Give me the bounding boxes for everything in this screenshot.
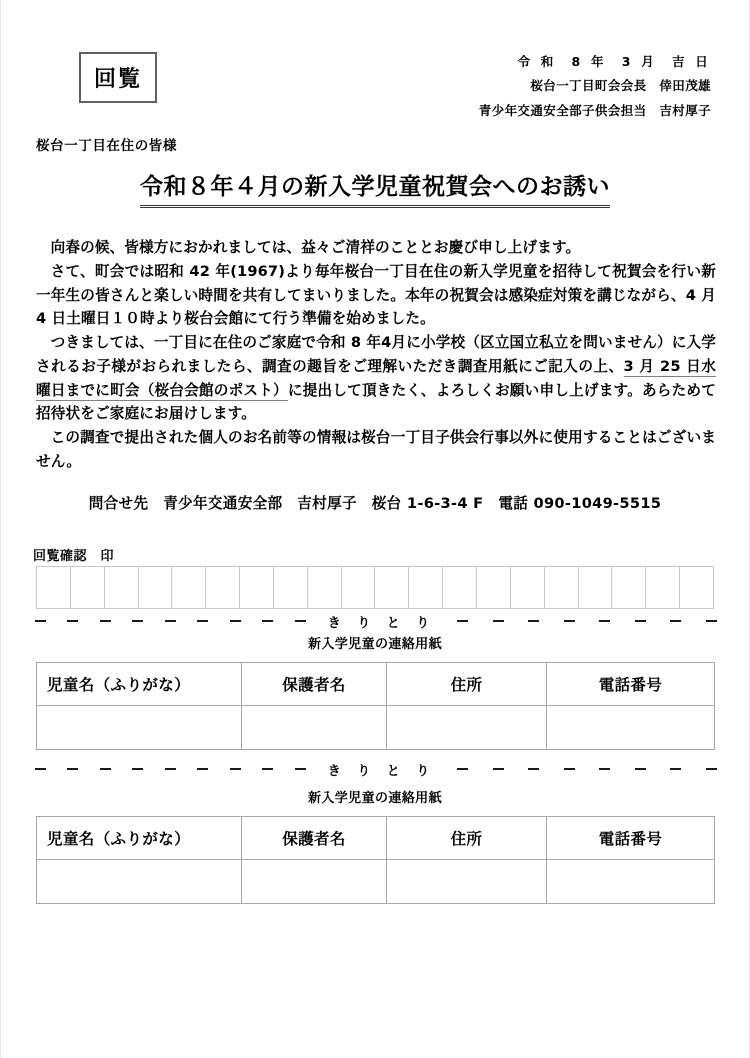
table-row[interactable] bbox=[37, 706, 715, 750]
contact-line: 問合せ先 青少年交通安全部 吉村厚子 桜台 1-6-3-4 F 電話 090-1049-5515 bbox=[88, 495, 662, 512]
cut-dash bbox=[295, 768, 306, 771]
confirmation-cell[interactable] bbox=[680, 567, 713, 608]
header-issuer-block bbox=[479, 50, 711, 123]
cut-dash bbox=[230, 620, 241, 623]
cut-dash bbox=[197, 620, 208, 623]
cut-line-label: き り と り bbox=[327, 763, 436, 779]
cell-address[interactable] bbox=[387, 706, 547, 750]
cut-dash bbox=[100, 620, 111, 623]
entry-table-second[interactable] bbox=[36, 816, 715, 904]
cell-child-name[interactable] bbox=[37, 706, 242, 750]
table-row[interactable] bbox=[37, 860, 715, 904]
confirmation-cell[interactable] bbox=[37, 567, 71, 608]
header-guardian-name: 保護者名 bbox=[242, 817, 387, 860]
cut-dash bbox=[132, 768, 143, 771]
paragraph-request-deadline: 3 月 25 日水曜日までに町会（桜台会館のポスト） bbox=[36, 357, 716, 399]
confirmation-cell[interactable] bbox=[612, 567, 646, 608]
header-phone: 電話番号 bbox=[547, 817, 715, 860]
confirmation-cell[interactable] bbox=[342, 567, 376, 608]
header-department-line: 青少年交通安全部子供会担当 吉村厚子 bbox=[478, 102, 711, 118]
cell-guardian-name[interactable] bbox=[242, 706, 387, 750]
cell-phone[interactable] bbox=[547, 706, 715, 750]
entry-table-first[interactable] bbox=[36, 662, 715, 750]
entry-table-body bbox=[37, 860, 715, 904]
confirmation-cell[interactable] bbox=[172, 567, 206, 608]
body-text bbox=[36, 236, 716, 474]
cut-dash bbox=[100, 768, 111, 771]
paragraph-request bbox=[36, 331, 716, 426]
sheet-caption-second: 新入学児童の連絡用紙 bbox=[307, 791, 442, 806]
cut-dash bbox=[35, 768, 46, 771]
header-phone: 電話番号 bbox=[547, 663, 715, 706]
cut-dash bbox=[67, 620, 78, 623]
header-child-name: 児童名（ふりがな） bbox=[37, 817, 242, 860]
entry-table-body bbox=[37, 706, 715, 750]
confirmation-cell[interactable] bbox=[274, 567, 308, 608]
confirmation-cell[interactable] bbox=[443, 567, 477, 608]
header-child-name: 児童名（ふりがな） bbox=[37, 663, 242, 706]
paragraph-request-part1: つきましては、一丁目に在住のご家庭で令和 8 年4月に小学校（区立国立私立を問いません）に入学されるお子様がおられましたら、調査の趣旨をご理解いただき調査用紙にご記入の上、 bbox=[36, 334, 716, 375]
header-date-line: 令 和 8 年 3 月 吉 日 bbox=[517, 54, 711, 69]
cut-dash bbox=[706, 620, 717, 623]
paragraph-greeting: 向春の候、皆様方におかれましては、益々ご清祥のこととお慶び申し上げます。 bbox=[50, 239, 581, 256]
cut-dashes-right bbox=[457, 620, 717, 623]
paragraph-privacy: この調査で提出された個人のお名前等の情報は桜台一丁目子供会行事以外に使用することはございません。 bbox=[36, 429, 716, 471]
sheet-caption-first: 新入学児童の連絡用紙 bbox=[307, 637, 442, 652]
paragraph-request-part2: に提出して頂きたく、よろしくお願い申し上げます。あらためて招待状をご家庭にお届けします。 bbox=[36, 381, 716, 423]
cut-dash bbox=[670, 620, 681, 623]
addressee-line: 桜台一丁目在住の皆様 bbox=[36, 138, 177, 154]
cut-dash bbox=[165, 620, 176, 623]
cut-dash bbox=[165, 768, 176, 771]
cut-dash bbox=[528, 620, 539, 623]
kairan-stamp-label: 回覧 bbox=[93, 67, 142, 92]
cut-dash bbox=[493, 620, 504, 623]
header-chairman-line: 桜台一丁目町会会長 倖田茂雄 bbox=[530, 78, 711, 94]
paragraph-history: さて、町会では昭和 42 年(1967)より毎年桜台一丁目在住の新入学児童を招待して祝賀会を行い新一年生の皆さんと楽しい時間を共有してまいりました。本年の祝賀会は感染症対策を講じながら、4 月 4 日土曜日１０時より桜台会館にて行う準備を始めました。 bbox=[36, 262, 716, 328]
cut-dash bbox=[262, 620, 273, 623]
cell-child-name[interactable] bbox=[37, 860, 242, 904]
cut-dashes-right bbox=[457, 768, 717, 771]
entry-table-head bbox=[37, 663, 715, 706]
confirmation-cell[interactable] bbox=[206, 567, 240, 608]
confirmation-cell[interactable] bbox=[105, 567, 139, 608]
cut-dash bbox=[528, 768, 539, 771]
table-header-row bbox=[37, 663, 715, 706]
confirmation-cell[interactable] bbox=[139, 567, 173, 608]
confirmation-cell[interactable] bbox=[71, 567, 105, 608]
page-title bbox=[1, 168, 749, 208]
cut-dash bbox=[262, 768, 273, 771]
cut-dash bbox=[670, 768, 681, 771]
cut-dash bbox=[35, 620, 46, 623]
confirmation-cell[interactable] bbox=[240, 567, 274, 608]
confirmation-cell[interactable] bbox=[308, 567, 342, 608]
entry-table-head bbox=[37, 817, 715, 860]
cut-dash bbox=[457, 620, 468, 623]
cut-dash bbox=[635, 620, 646, 623]
cut-dashes-left bbox=[35, 768, 306, 771]
table-header-row bbox=[37, 817, 715, 860]
cut-dash bbox=[67, 768, 78, 771]
cut-dash bbox=[197, 768, 208, 771]
cut-dash bbox=[599, 768, 610, 771]
cut-dashes-left bbox=[35, 620, 306, 623]
header-address: 住所 bbox=[387, 817, 547, 860]
header-address: 住所 bbox=[387, 663, 547, 706]
confirmation-cell[interactable] bbox=[545, 567, 579, 608]
cut-dash bbox=[457, 768, 468, 771]
confirmation-grid[interactable] bbox=[36, 566, 714, 609]
cut-dash bbox=[493, 768, 504, 771]
cell-guardian-name[interactable] bbox=[242, 860, 387, 904]
cut-dash bbox=[564, 620, 575, 623]
cut-dash bbox=[599, 620, 610, 623]
cut-dash bbox=[564, 768, 575, 771]
cut-line-top bbox=[35, 612, 717, 630]
confirmation-cell[interactable] bbox=[409, 567, 443, 608]
confirmation-cell[interactable] bbox=[646, 567, 680, 608]
header-guardian-name: 保護者名 bbox=[242, 663, 387, 706]
confirmation-cell[interactable] bbox=[579, 567, 613, 608]
cell-phone[interactable] bbox=[547, 860, 715, 904]
page-title-text: 令和８年４月の新入学児童祝賀会へのお誘い bbox=[140, 168, 610, 208]
cut-dash bbox=[706, 768, 717, 771]
confirmation-cell[interactable] bbox=[375, 567, 409, 608]
cut-dash bbox=[635, 768, 646, 771]
confirmation-cell[interactable] bbox=[477, 567, 511, 608]
cell-address[interactable] bbox=[387, 860, 547, 904]
cut-dash bbox=[230, 768, 241, 771]
confirmation-cell[interactable] bbox=[511, 567, 545, 608]
cut-dash bbox=[295, 620, 306, 623]
confirmation-grid-label: 回覧確認 印 bbox=[33, 549, 115, 564]
kairan-stamp-box bbox=[79, 52, 157, 103]
cut-dash bbox=[132, 620, 143, 623]
cut-line-bottom bbox=[35, 760, 717, 778]
cut-line-label: き り と り bbox=[327, 615, 436, 631]
